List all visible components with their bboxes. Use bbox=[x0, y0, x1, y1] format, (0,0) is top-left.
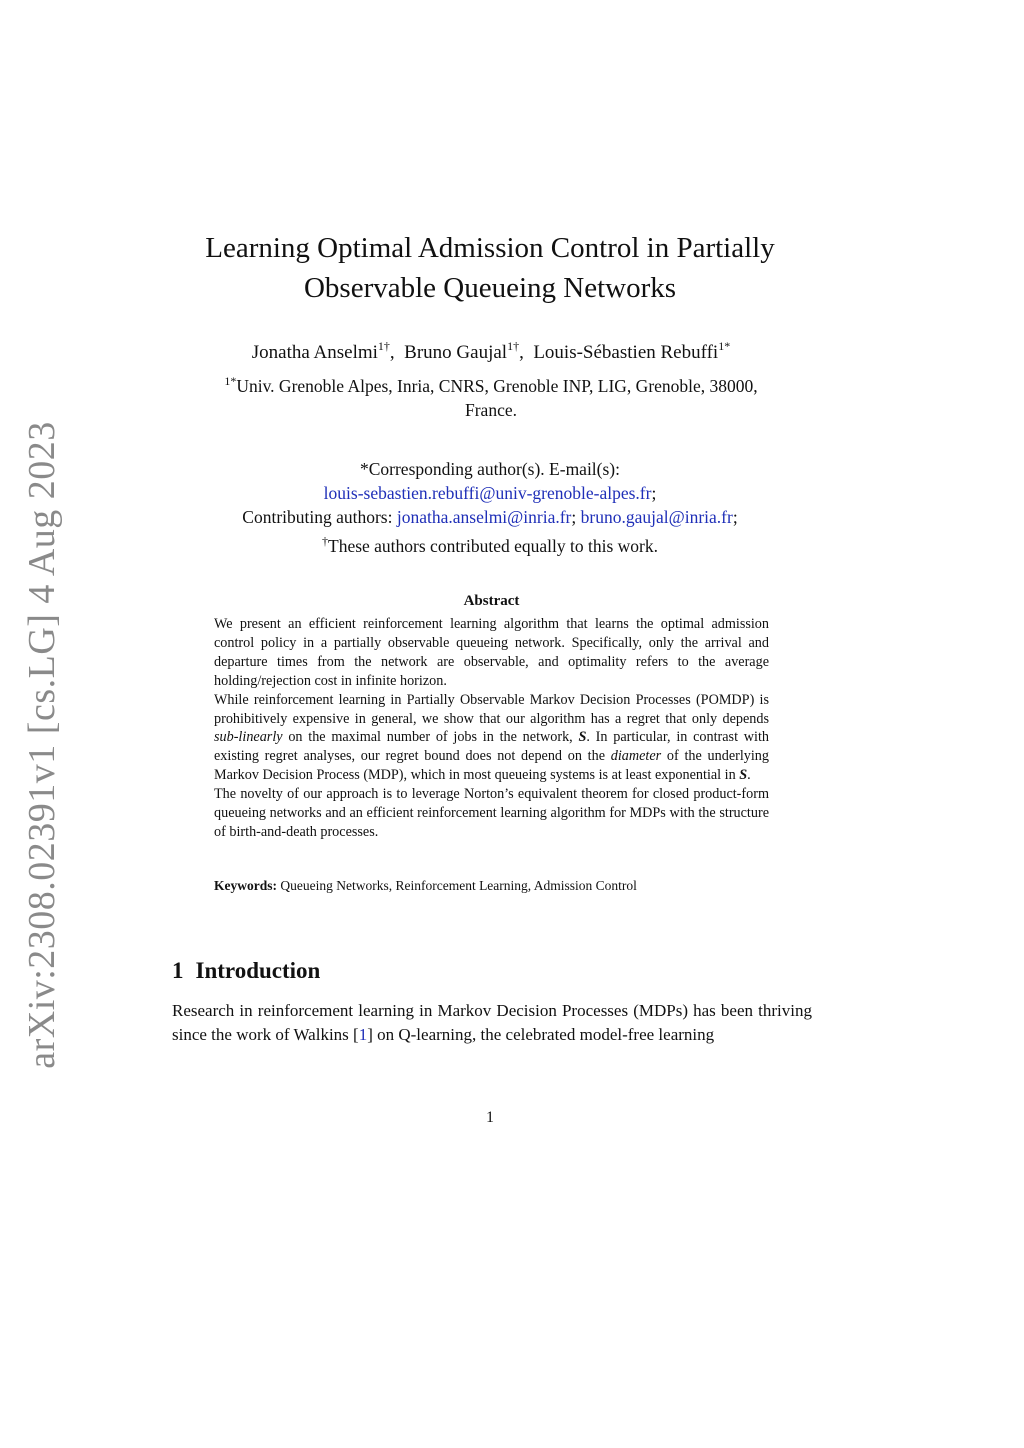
abstract-text: . bbox=[747, 767, 751, 784]
correspondence-block bbox=[150, 457, 830, 558]
equal-contribution-mark: † bbox=[322, 534, 328, 548]
contributing-email-link[interactable]: bruno.gaujal@inria.fr bbox=[580, 507, 733, 527]
abstract-paragraph bbox=[214, 691, 769, 786]
section-number: 1 bbox=[172, 958, 184, 983]
author-name: Jonatha Anselmi bbox=[251, 342, 378, 363]
separator: ; bbox=[571, 507, 577, 527]
citation-link[interactable]: 1 bbox=[358, 1024, 368, 1044]
affiliation-mark: 1* bbox=[224, 374, 237, 388]
author-affiliation-mark: 1† bbox=[507, 339, 520, 353]
abstract-paragraph: The novelty of our approach is to leverage Norton’s equivalent theorem for closed product-form queueing networks and an efficient reinforcement learning algorithm for MDPs with the structure of birth-and-death processes. bbox=[214, 786, 769, 840]
section-heading-introduction bbox=[172, 956, 320, 986]
arxiv-identifier-stamp[interactable]: arXiv:2308.02391v1 [cs.LG] 4 Aug 2023 bbox=[21, 421, 63, 1069]
body-text: Research in reinforcement learning in Markov Decision Processes (MDPs) has been thriving since the work of Walkins [ bbox=[172, 1001, 812, 1044]
abstract-text: on the maximal number of jobs in the network, bbox=[282, 729, 579, 746]
equal-contribution-note: These authors contributed equally to this work. bbox=[328, 536, 658, 556]
abstract-text: While reinforcement learning in Partially Observable Markov Decision Processes (POMDP) is prohibitively expensive in general, we show that our algorithm has a regret that only depends bbox=[214, 691, 769, 727]
keywords bbox=[214, 877, 769, 895]
author-name: Bruno Gaujal bbox=[404, 342, 508, 363]
abstract-paragraph: We present an efficient reinforcement learning algorithm that learns the optimal admission control policy in a partially observable queueing network. Specifically, only the arrival and departure times from the network are observable, and optimality refers to the average holding/rejection cost in infinite horizon. bbox=[214, 616, 769, 689]
corresponding-email-link[interactable]: louis-sebastien.rebuffi@univ-grenoble-alpes.fr bbox=[323, 483, 652, 503]
paper-title: Learning Optimal Admission Control in Partially Observable Queueing Networks bbox=[205, 232, 775, 304]
emphasis-text: sub-linearly bbox=[214, 729, 283, 746]
keywords-label: Keywords: bbox=[214, 878, 277, 893]
body-text: ] on Q-learning, the celebrated model-free learning bbox=[367, 1024, 715, 1044]
author-affiliation-mark: 1† bbox=[377, 339, 390, 353]
separator: ; bbox=[651, 483, 657, 503]
introduction-paragraph bbox=[172, 999, 812, 1046]
math-symbol-s: S bbox=[739, 767, 748, 784]
separator: ; bbox=[732, 507, 738, 527]
emphasis-text: diameter bbox=[610, 748, 662, 765]
abstract-text: . In particular, in contrast with existing regret analyses, our regret bound does not depend on the bbox=[214, 729, 769, 765]
section-title: Introduction bbox=[195, 958, 321, 983]
author-name: Louis-Sébastien Rebuffi bbox=[533, 342, 719, 363]
affiliation-text: Univ. Grenoble Alpes, Inria, CNRS, Grenoble INP, LIG, Grenoble, 38000, France. bbox=[236, 376, 758, 420]
affiliation bbox=[200, 369, 782, 422]
corresponding-author-label: *Corresponding author(s). E-mail(s): bbox=[359, 459, 620, 479]
keywords-text: Queueing Networks, Reinforcement Learning, Admission Control bbox=[280, 878, 637, 893]
abstract-body bbox=[214, 615, 769, 842]
abstract-text: of the underlying Markov Decision Process (MDP), which in most queueing systems is at least exponential in bbox=[214, 748, 769, 784]
contributing-authors-label: Contributing authors: bbox=[242, 507, 393, 527]
math-symbol-s: S bbox=[578, 729, 587, 746]
author-affiliation-mark: 1* bbox=[718, 339, 731, 353]
author-list: Jonatha Anselmi$^{1\dagger}$, Bruno Gaujal$^{1\dagger}$, Louis-Sébastien Rebuffi$^{1*}$ bbox=[251, 339, 731, 363]
page-number: 1 bbox=[486, 1109, 494, 1126]
contributing-email-link[interactable]: jonatha.anselmi@inria.fr bbox=[396, 507, 572, 527]
abstract-heading: Abstract bbox=[463, 593, 520, 609]
